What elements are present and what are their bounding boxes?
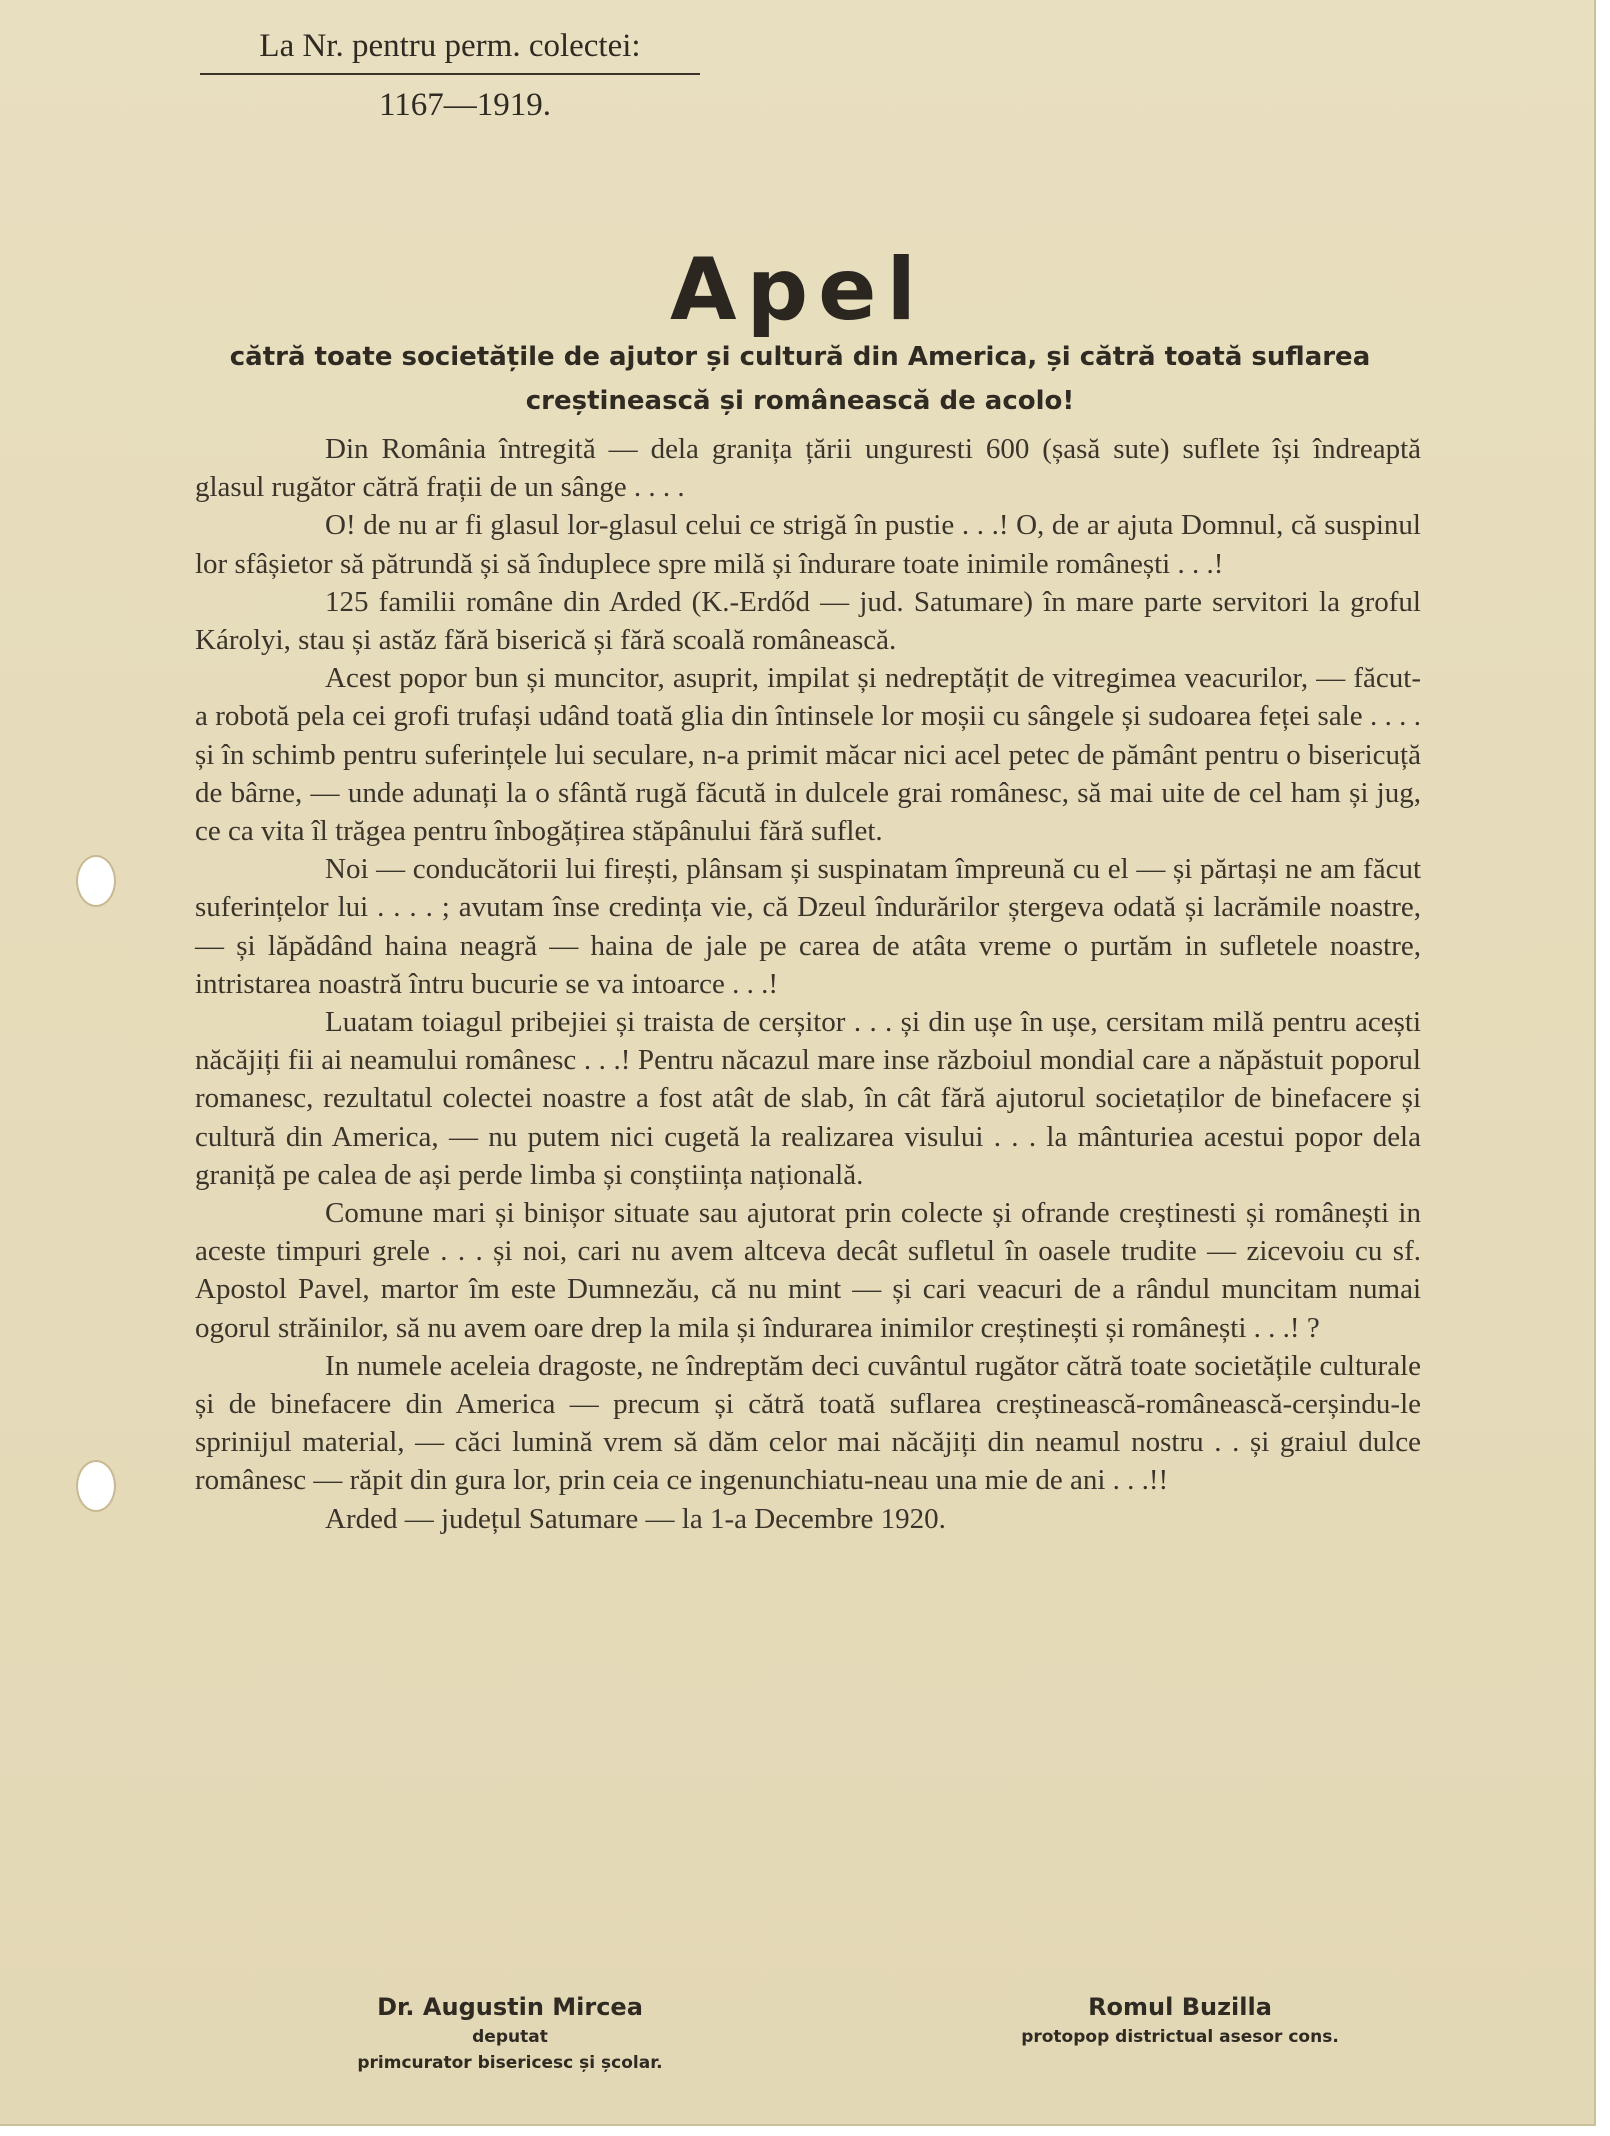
paragraph: Noi — conducătorii lui firești, plânsam și suspinatam împreună cu el — și părtași ne am făcut suferințelor lui . . . . ; avutam înse credința vie, că Dzeul îndurărilor ștergeva odată și lacrămile noastre, — și lăpădând haina neagră — haina de jale pe carea de atâta vreme o purtăm in sufletele noastre, intristarea noastră întru bucurie se va intoarce . . .! — [195, 853, 1421, 1000]
document-subtitle: cătră toate societățile de ajutor și cultură din America, și cătră toată suflarea creștinească și românească de acolo! — [229, 342, 1371, 416]
place-date-line: Arded — județul Satumare — la 1-a Decembre 1920. — [325, 1502, 946, 1535]
stamp-reference-number: 1167—1919. — [378, 87, 552, 123]
registration-stamp — [200, 28, 700, 124]
paragraph: Comune mari și binișor situate sau ajutorat prin colecte și ofrande creștinesti și românești in aceste timpuri grele . . . și noi, cari nu avem altceva decât sufletul în oasele trudite — zicevoiu cu sf. Apostol Pavel, martor îm este Dumnezău, că nu mint — și cari veacuri de a rândul muncitam numai ogorul străinilor, să nu avem oare drep la mila și îndurarea inimilor creștinești și românești . . .! ? — [195, 1197, 1421, 1344]
signatory-title: protopop districtual asesor cons. — [1021, 2027, 1339, 2047]
signature-block-right — [960, 1990, 1400, 2050]
signatory-name: Dr. Augustin Mircea — [377, 1993, 643, 2021]
paragraph: In numele aceleia dragoste, ne îndreptăm deci cuvântul rugător cătră toate societățile culturale și de binefacere din America — precum și cătră toată suflarea creștinească-românească-cerșindu-le sprinijul material, — căci lumină vrem să dăm celor mai năcăjiți din neamul nostru . . și graiul dulce românesc — răpit din gura lor, prin ceia ce ingenunchiatu-neau una mie de ani . . .!! — [195, 1349, 1421, 1497]
paragraph: Acest popor bun și muncitor, asuprit, impilat și nedreptățit de vitregimea veacurilor, — făcut-a robotă pela cei grofi trufași udând toată glia din întinsele lor moșii cu sângele și sudoarea feței sale . . . . și în schimb pentru suferințele lui seculare, n-a primit măcar nici acel petec de pământ pentru o bisericuță de bârne, — unde adunați la o sfântă rugă făcută in dulcele grai românesc, să mai uite de cel ham și jug, ce ca vita îl trăgea pentru înbogățirea stăpânului fără suflet. — [195, 662, 1421, 848]
paragraph: Din România întregită — dela granița țării unguresti 600 (șasă sute) suflete își îndreaptă glasul rugător cătră frații de un sânge . . . . — [195, 433, 1421, 504]
paragraph: Luatam toiagul pribejiei și traista de cerșitor . . . și din ușe în ușe, cersitam milă pentru acești năcăjiți fii ai neamului românesc . . .! Pentru năcazul mare inse războiul mondial care a năpăstuit poporul romanesc, rezultatul colectei noastre a fost atât de slab, în cât fără ajutorul societaților de binefacere și cultură din America, — nu putem nici cugetă la realizarea visului . . . la mânturiea acestui popor dela graniță pe calea de ași perde limba și conștiința națională. — [195, 1006, 1421, 1191]
punch-hole — [76, 1460, 116, 1512]
paragraph: O! de nu ar fi glasul lor-glasul celui ce strigă în pustie . . .! O, de ar ajuta Domnul, că suspinul lor sfâșietor să pătrundă și să înduplece spre milă și îndurare toate inimile românești . . .! — [195, 509, 1421, 580]
paragraph: 125 familii române din Arded (K.-Erdőd — jud. Satumare) în mare parte servitori la groful Károlyi, stau și astăz fără biserică și fără scoală românească. — [195, 585, 1421, 657]
signature-block-left — [300, 1990, 720, 2076]
punch-hole — [76, 855, 116, 907]
appeal-body — [195, 430, 1421, 1538]
signatory-title: deputat — [472, 2027, 548, 2047]
signatory-title: primcurator bisericesc și școlar. — [357, 2053, 663, 2073]
stamp-reference-label: La Nr. pentru perm. colectei: — [200, 28, 700, 75]
document-title: Apel — [670, 240, 926, 340]
signatory-name: Romul Buzilla — [1088, 1993, 1272, 2021]
